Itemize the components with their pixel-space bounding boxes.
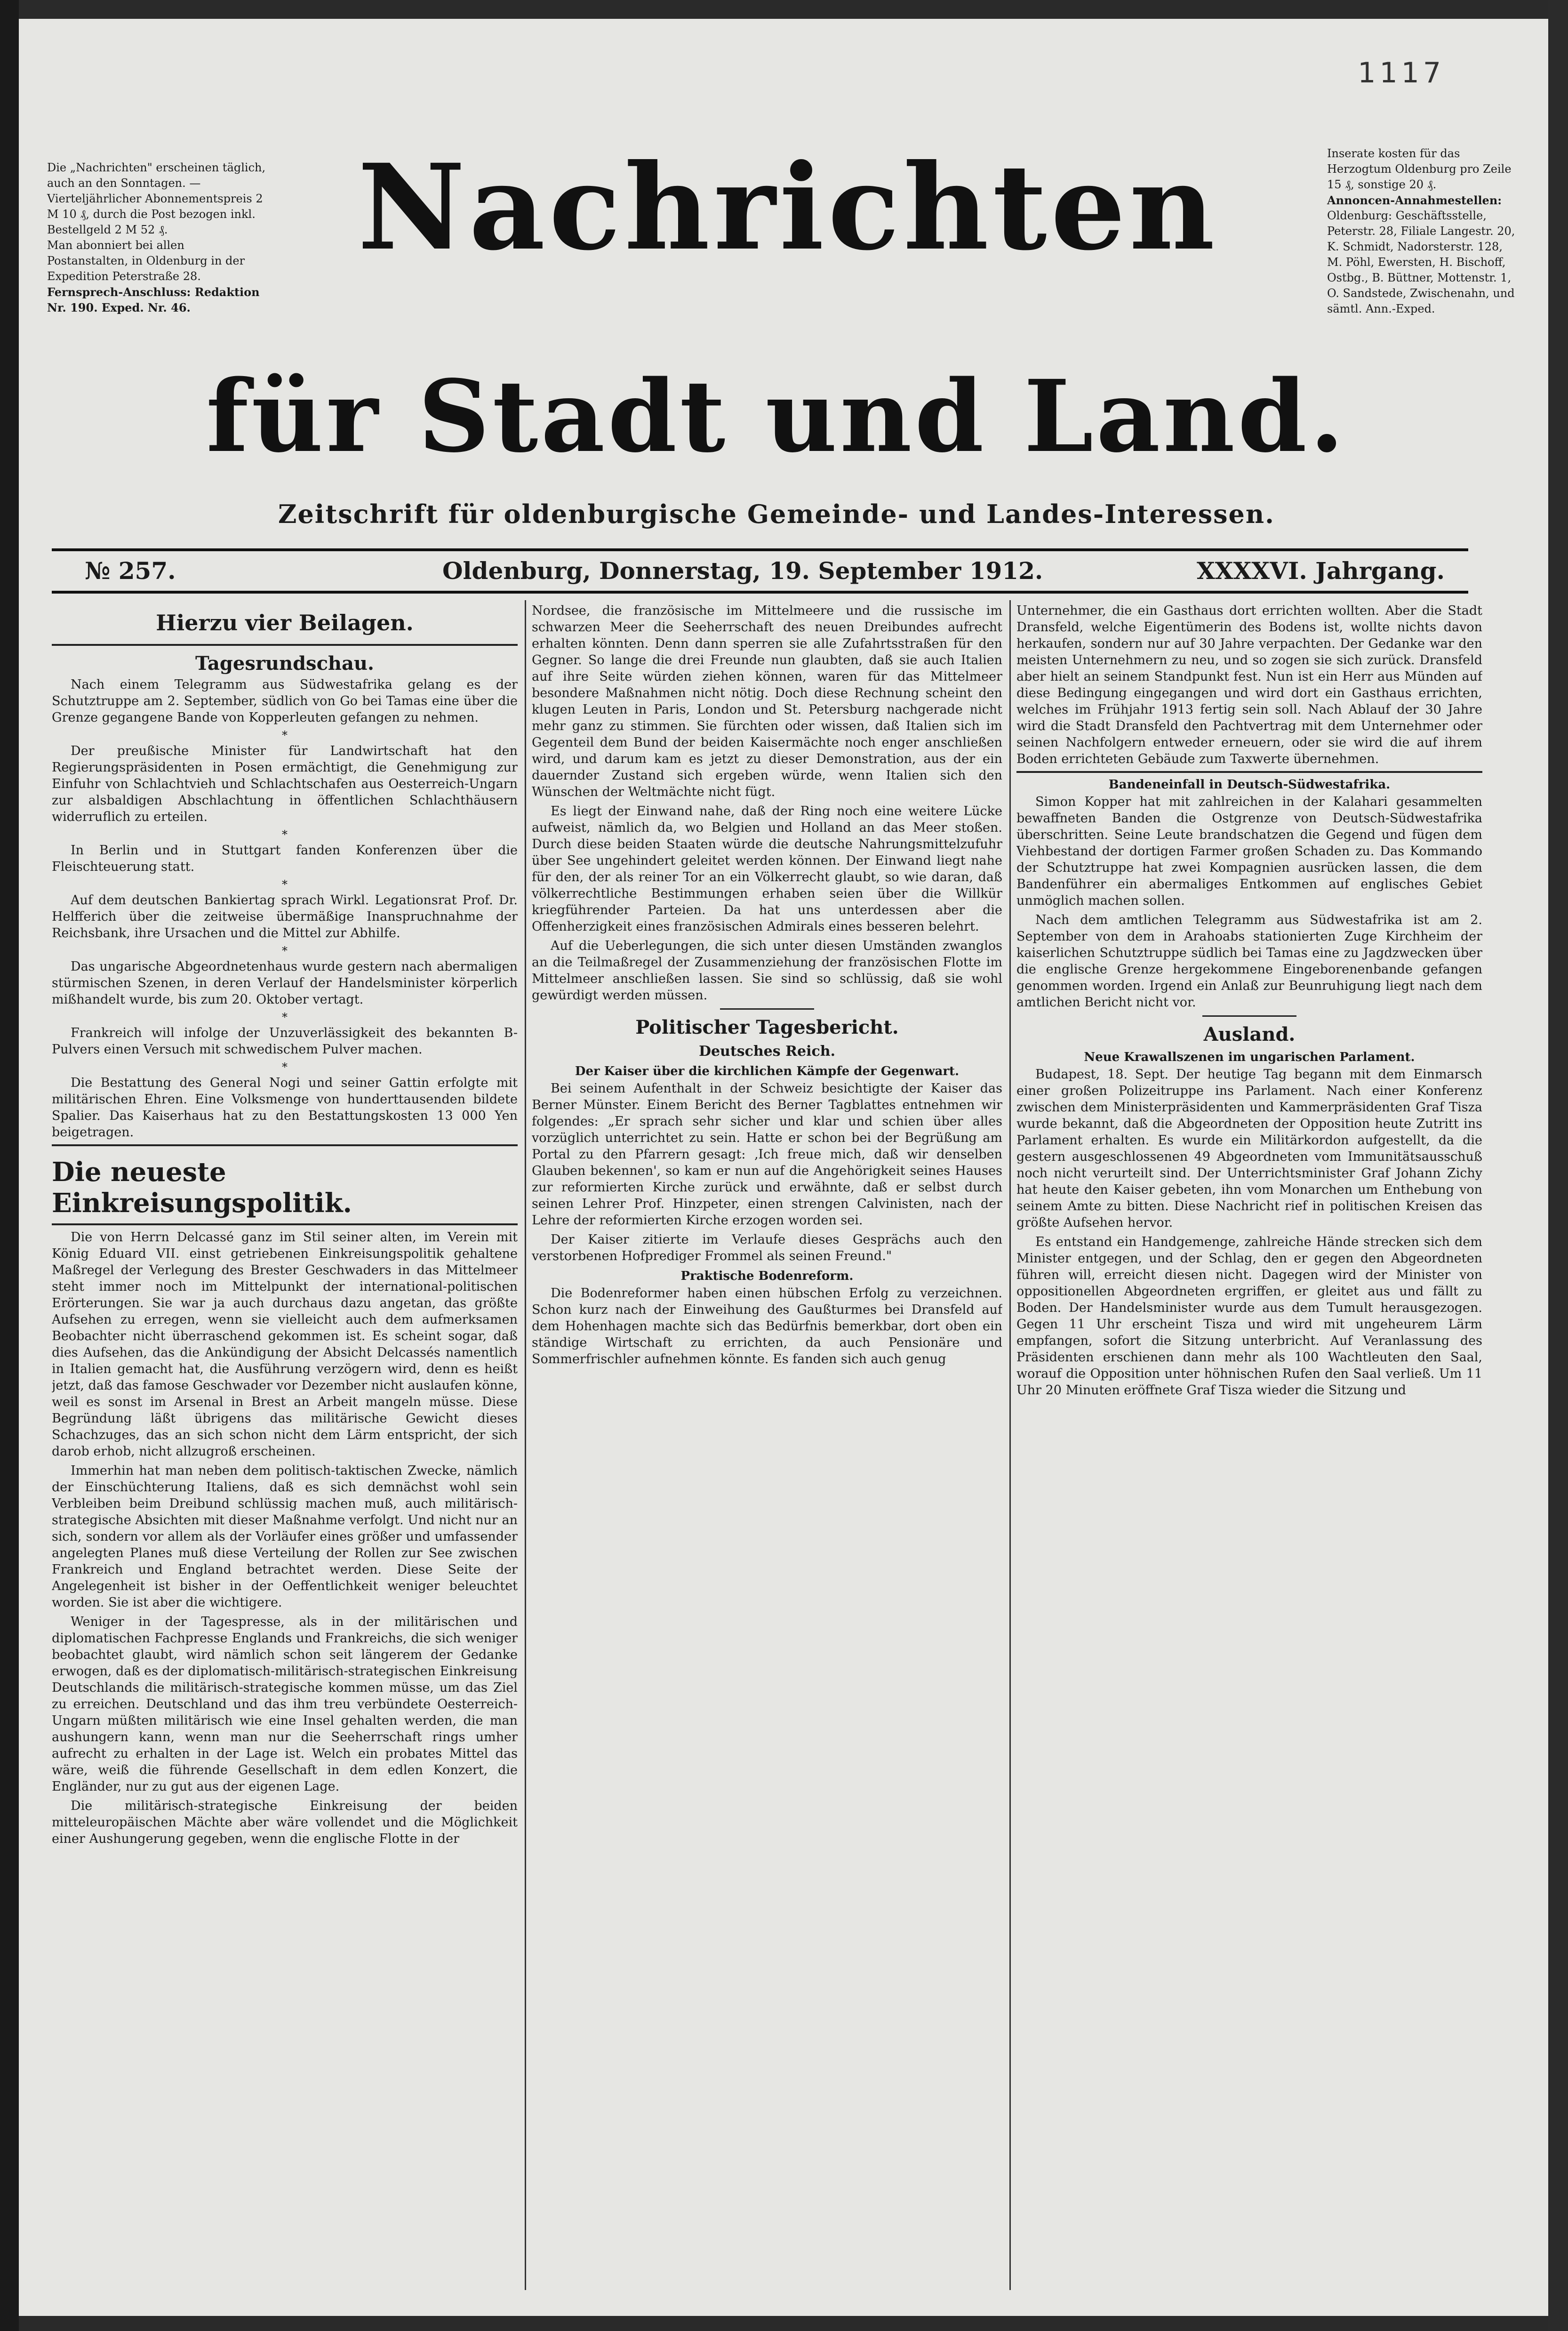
phone-info: Fernsprech-Anschluss: Redaktion Nr. 190. Exped. Nr. 46. [47, 285, 260, 314]
article-subhead-bodenreform: Praktische Bodenreform. [680, 1269, 854, 1283]
subscription-text-2: Man abonniert bei allen Postanstalten, in Oldenburg in der Expedition Peterstraße 28. [47, 239, 245, 283]
column-1 [52, 603, 518, 2288]
divider [52, 1144, 518, 1146]
column-2 [532, 603, 1002, 2288]
news-item: Die Bestattung des General Nogi und seiner Gattin erfolgte mit militärischen Ehren. Eine Volksmenge von hunderttausenden bildete Spalier. Das Kaiserhaus hat zu den Bestattungskosten 13 000 Yen beigetragen. [52, 1076, 518, 1140]
issue-date: Oldenburg, Donnerstag, 19. September 1912. [442, 557, 1043, 585]
ad-offices-list: Oldenburg: Geschäftsstelle, Peterstr. 28, Filiale Langestr. 20, K. Schmidt, Nadorsterstr. 128, M. Pöhl, Ewersten, H. Bischoff, Ostbg., B. Büttner, Mottenstr. 1, O. Sandstede, Zwischenahn, und sämtl. Ann.-Exped. [1327, 209, 1515, 315]
article-subhead-bandeneinfall: Bandeneinfall in Deutsch-Südwestafrika. [1108, 778, 1391, 792]
separator-star: * [282, 944, 288, 957]
article-paragraph: Der Kaiser zitierte im Verlaufe dieses Gesprächs auch den verstorbenen Hofprediger Frommel als seinen Freund." [532, 1232, 1002, 1263]
archive-number: 1117 [1358, 56, 1445, 89]
dateline [52, 553, 1468, 591]
newspaper-page [19, 19, 1548, 2316]
section-title-ausland: Ausland. [1203, 1023, 1296, 1045]
news-item: In Berlin und in Stuttgart fanden Konferenzen über die Fleischteuerung statt. [52, 843, 518, 874]
article-paragraph: Nordsee, die französische im Mittelmeere und die russische im schwarzen Meer die Seeherrschaft des neuen Dreibundes aufrecht erhalten könnten. Denn dann sperren sie alle Zufahrtsstraßen für den Gegner. So lange die drei Freunde nun glaubten, daß sie auch Italien auf ihre Seite würden ziehen können, waren für das Mittelmeer besondere Maßnahmen nicht nötig. Doch diese Rechnung scheint den klugen Leuten in Paris, London und St. Petersburg nachgerade nicht mehr ganz zu stimmen. Sie fürchten oder wissen, daß Italien sich im Gegenteil dem Bund der beiden Kaisermächte noch enger anschließen wird, und darum kam es jetzt zu dieser Demonstration, aus der ein dauernder Zustand sich ergeben würde, wenn Italien sich den Wünschen der Weltmächte nicht fügt. [532, 603, 1002, 799]
divider [720, 1008, 814, 1010]
scan-border-right [1548, 0, 1568, 2331]
news-item: Der preußische Minister für Landwirtschaft hat den Regierungspräsidenten in Posen ermächtigt, die Genehmigung zur Einfuhr von Schlachtvieh und Schlachtschafen aus Oesterreich-Ungarn zur alsbaldigen Abschlachtung in öffentlichen Schlachthäusern widerruflich zu erteilen. [52, 744, 518, 824]
article-paragraph: Bei seinem Aufenthalt in der Schweiz besichtigte der Kaiser das Berner Münster. Einem Bericht des Berner Tagblattes entnehmen wir folgendes: „Er sprach sehr sicher und klar und schien über alles vorzüglich unterrichtet zu sein. Hatte er schon bei der Begrüßung am Portal zu den Pfarrern gesagt: ‚Ich freue mich, daß wir denselben Glauben bekennen', so kam er nun auf die Angehörigkeit seines Hauses zur reformierten Kirche zurück und erwähnte, daß er selbst durch seinen Lehrer Prof. Hinzpeter, einen strengen Calvinisten, nach der Lehre der reformierten Kirche erzogen worden sei. [532, 1081, 1002, 1228]
separator-star: * [282, 828, 288, 841]
separator-star: * [282, 729, 288, 742]
article-paragraph: Es entstand ein Handgemenge, zahlreiche Hände strecken sich dem Minister entgegen, und der Schlag, den er gegen den Abgeordneten führen will, erreicht diesen nicht. Dagegen wird der Minister von oppositionellen Abgeordneten ergriffen, er gleitet aus und fällt zu Boden. Der Handelsminister wurde aus dem Tumult herausgezogen. Gegen 11 Uhr erscheint Tisza und wird mit ungeheurem Lärm empfangen, sofort die Sitzung unterbricht. Auf Veranlassung des Präsidenten erschienen dann mehr als 100 Wachtleuten den Saal, worauf die Opposition unter höhnischen Rufen den Saal verließ. Um 11 Uhr 20 Minuten eröffnete Graf Tisza wieder die Sitzung und [1016, 1235, 1482, 1398]
article-paragraph: Es liegt der Einwand nahe, daß der Ring noch eine weitere Lücke aufweist, nämlich da, wo Belgien und Holland an das Meer stoßen. Durch diese beiden Staaten würde die deutsche Nahrungsmittelzufuhr über See ungehindert geleitet werden können. Der Einwand liegt nahe für den, der als reiner Tor an ein Völkerrecht glaubt, so wie daran, daß völkerrechtliche Bestimmungen erhaben seien über die Willkür kriegführender Parteien. Da hat uns unterdessen aber die Offenherzigkeit eines französischen Admirals eines besseren belehrt. [532, 804, 1002, 934]
advertising-info [1327, 146, 1515, 317]
masthead-title-line2: für Stadt und Land. [206, 358, 1347, 474]
article-subhead-kaiser: Der Kaiser über die kirchlichen Kämpfe der Gegenwart. [575, 1064, 960, 1078]
separator-star: * [282, 1061, 288, 1074]
article-paragraph: Nach dem amtlichen Telegramm aus Südwestafrika ist am 2. September von dem in Arahoabs stationierten Zuge Kirchheim der kaiserlichen Schutztruppe südlich bei Tamas eine zu Jagdzwecken über die englische Grenze hergekommene Eingeborenenbande gefangen genommen worden. Irgend ein Anlaß zur Beunruhigung liegt nach dem amtlichen Bericht nicht vor. [1016, 913, 1482, 1010]
separator-star: * [282, 878, 288, 891]
article-paragraph: Die militärisch-strategische Einkreisung der beiden mitteleuropäischen Mächte aber wäre vollendet und die Möglichkeit einer Aushungerung gegeben, wenn die englische Flotte in der [52, 1799, 518, 1846]
divider [1202, 1015, 1296, 1017]
scan-border-left [0, 0, 19, 2331]
volume-year: XXXXVI. Jahrgang. [1196, 557, 1445, 585]
article-paragraph: Immerhin hat man neben dem politisch-taktischen Zwecke, nämlich der Einschüchterung Italiens, daß es sich demnächst wohl sein Verbleiben beim Dreibund schlüssig machen muß, auch militärisch-strategische Absichten mit dieser Maßnahme verfolgt. Und nicht nur an sich, sondern vor allem als der Vorläufer eines größer und umfassender angelegten Planes muß diese Verteilung der Rollen zur See zwischen Frankreich und England betrachtet werden. Diese Seite der Angelegenheit ist bisher in der Oeffentlichkeit weniger beleuchtet worden. Sie ist aber die wichtigere. [52, 1463, 518, 1610]
article-headline-einkreisung: Die neueste Einkreisungspolitik. [52, 1157, 352, 1219]
section-title-tagesrundschau: Tagesrundschau. [195, 652, 374, 675]
article-paragraph: Die von Herrn Delcassé ganz im Stil seiner alten, im Verein mit König Eduard VII. einst getriebenen Einkreisungspolitik gehaltene Maßregel der Verlegung des Brester Geschwaders in das Mittelmeer steht immer noch im Mittelpunkt der international-politischen Erörterungen. Sie war ja auch durchaus dazu angetan, das größte Aufsehen zu erregen, wenn sie vielleicht auch dem aufmerksamen Beobachter nicht überraschend gekommen ist. Es scheint sogar, daß dies Aufsehen, das die Ankündigung der Absicht Delcassés namentlich in Italien gemacht hat, die Ausführung verzögern wird, denn es heißt jetzt, daß das famose Geschwader vor Dezember nicht auslaufen könne, weil es sonst im Arsenal in Brest an Arbeit mangeln müsse. Diese Begründung läßt übrigens das militärische Gewicht dieses Schachzuges, das an sich schon nicht dem Lärm entspricht, der sich darob erhob, nicht allzugroß erscheinen. [52, 1230, 518, 1459]
news-item: Auf dem deutschen Bankiertag sprach Wirkl. Legationsrat Prof. Dr. Helfferich über die zeitweise übermäßige Inanspruchnahme der Reichsbank, ihre Ursachen und die Mittel zur Abhilfe. [52, 893, 518, 940]
article-paragraph: Simon Kopper hat mit zahlreichen in der Kalahari gesammelten bewaffneten Banden die Ostgrenze von Deutsch-Südwestafrika überschritten. Seine Leute brandschatzen die Gegend und fügen dem Viehbestand der dortigen Farmer großen Schaden zu. Das Kommando der Schutztruppe hat zwei Kompagnien ausrücken lassen, die dem Bandenführer ein abermaliges Entkommen auf englisches Gebiet unmöglich machen sollen. [1016, 795, 1482, 908]
masthead-title-line1: Nachrichten [358, 138, 1219, 276]
separator-star: * [282, 1011, 288, 1024]
ad-price-text: Inserate kosten für das Herzogtum Oldenburg pro Zeile 15 ₰, sonstige 20 ₰. [1327, 147, 1512, 191]
divider [1016, 771, 1482, 773]
article-paragraph: Unternehmer, die ein Gasthaus dort errichten wollten. Aber die Stadt Dransfeld, welche Eigentümerin des Bodens ist, wollte nichts davon herkaufen, sondern nur auf 30 Jahre verpachten. Der Gedanke war den meisten Unternehmern zu neu, und so zogen sie sich zurück. Dransfeld aber hielt an seinem Standpunkt fest. Nun ist ein Herr aus Münden auf diese Bedingung eingegangen und wird dort ein Gasthaus errichten, welches im Frühjahr 1913 fertig sein soll. Nach Ablauf der 30 Jahre wird die Stadt Dransfeld den Pachtvertrag mit dem Unternehmer oder seinen Nachfolgern entweder erneuern, oder sie wird die auf ihrem Boden errichteten Gebäude zum Taxwerte übernehmen. [1016, 603, 1482, 766]
article-subhead-ungarn: Neue Krawallszenen im ungarischen Parlament. [1084, 1050, 1415, 1064]
supplements-notice: Hierzu vier Beilagen. [156, 610, 414, 635]
divider [52, 644, 518, 646]
section-subtitle-deutsches-reich: Deutsches Reich. [698, 1043, 836, 1060]
column-divider-1 [525, 600, 526, 2290]
article-paragraph: Auf die Ueberlegungen, die sich unter diesen Umständen zwanglos an die Teilmaßregel der Zusammenziehung der französischen Flotte im Mittelmeer anschließen lassen. Sie sind so schlüssig, daß sie wohl gewürdigt werden müssen. [532, 939, 1002, 1003]
subscription-info [47, 160, 268, 315]
news-item: Das ungarische Abgeordnetenhaus wurde gestern nach abermaligen stürmischen Szenen, in deren Verlauf der Handelsminister körperlich mißhandelt wurde, bis zum 20. Oktober vertagt. [52, 959, 518, 1007]
divider [52, 1223, 518, 1225]
section-title-tagesbericht: Politischer Tagesbericht. [635, 1016, 899, 1038]
masthead-subtitle: Zeitschrift für oldenburgische Gemeinde- und Landes-Interessen. [278, 499, 1275, 529]
masthead-rule-top [52, 548, 1468, 551]
news-item: Frankreich will infolge der Unzuverlässigkeit des bekannten B-Pulvers einen Versuch mit schwedischem Pulver machen. [52, 1026, 518, 1057]
masthead-rule-bottom [52, 591, 1468, 594]
issue-number: № 257. [85, 557, 176, 585]
article-paragraph: Weniger in der Tagespresse, als in der militärischen und diplomatischen Fachpresse Englands und Frankreichs, die sich weniger beobachtet glaubt, wird nämlich schon seit längerem der Gedanke erwogen, daß es der diplomatisch-militärisch-strategischen Einkreisung Deutschlands die militärisch-strategische kommen müsse, um das Ziel zu erreichen. Deutschland und das ihm treu verbündete Oesterreich-Ungarn müßten militärisch wie eine Insel gehalten werden, die man aushungern kann, wenn man nur die Seeherrschaft rings umher aufrecht zu erhalten in der Lage ist. Welch ein probates Mittel das wäre, weiß die führende Gesellschaft in dem edlen Konzert, die Engländer, nur zu gut aus der eigenen Lage. [52, 1615, 518, 1794]
column-divider-2 [1009, 600, 1011, 2290]
column-3 [1016, 603, 1482, 2288]
article-paragraph: Die Bodenreformer haben einen hübschen Erfolg zu verzeichnen. Schon kurz nach der Einweihung des Gaußturmes bei Dransfeld auf dem Hohenhagen machte sich das Bedürfnis bemerkbar, dort oben ein ständige Wirtschaft zu errichten, da auch Pensionäre und Sommerfrischler aufnehmen könnte. Es fanden sich auch genug [532, 1286, 1002, 1366]
ad-offices-heading: Annoncen-Annahmestellen: [1327, 193, 1502, 207]
article-paragraph: Budapest, 18. Sept. Der heutige Tag begann mit dem Einmarsch einer großen Polizeitruppe ins Parlament. Nach einer Konferenz zwischen dem Ministerpräsidenten und Kammerpräsidenten Graf Tisza wurde bekannt, daß die Abgeordneten der Opposition heute Zutritt ins Parlament erhalten. Es wurde ein Militärkordon aufgestellt, da die gestern ausgeschlossenen 49 Abgeordneten vom Immunitätsausschuß noch nicht verurteilt sind. Der Unterrichtsminister Graf Johann Zichy hat heute den Kaiser gebeten, ihn vom Monarchen um Enthebung von seinem Amte zu bitten. Diese Nachricht rief in politischen Kreisen das größte Aufsehen hervor. [1016, 1067, 1482, 1230]
subscription-text-1: Die „Nachrichten" erscheinen täglich, auch an den Sonntagen. — Vierteljährlicher Abonnementspreis 2 M 10 ₰, durch die Post bezogen inkl. Bestellgeld 2 M 52 ₰. [47, 161, 266, 236]
news-item: Nach einem Telegramm aus Südwestafrika gelang es der Schutztruppe am 2. September, südlich von Go bei Tamas eine über die Grenze gegangene Bande von Kopperleuten gefangen zu nehmen. [52, 677, 518, 725]
